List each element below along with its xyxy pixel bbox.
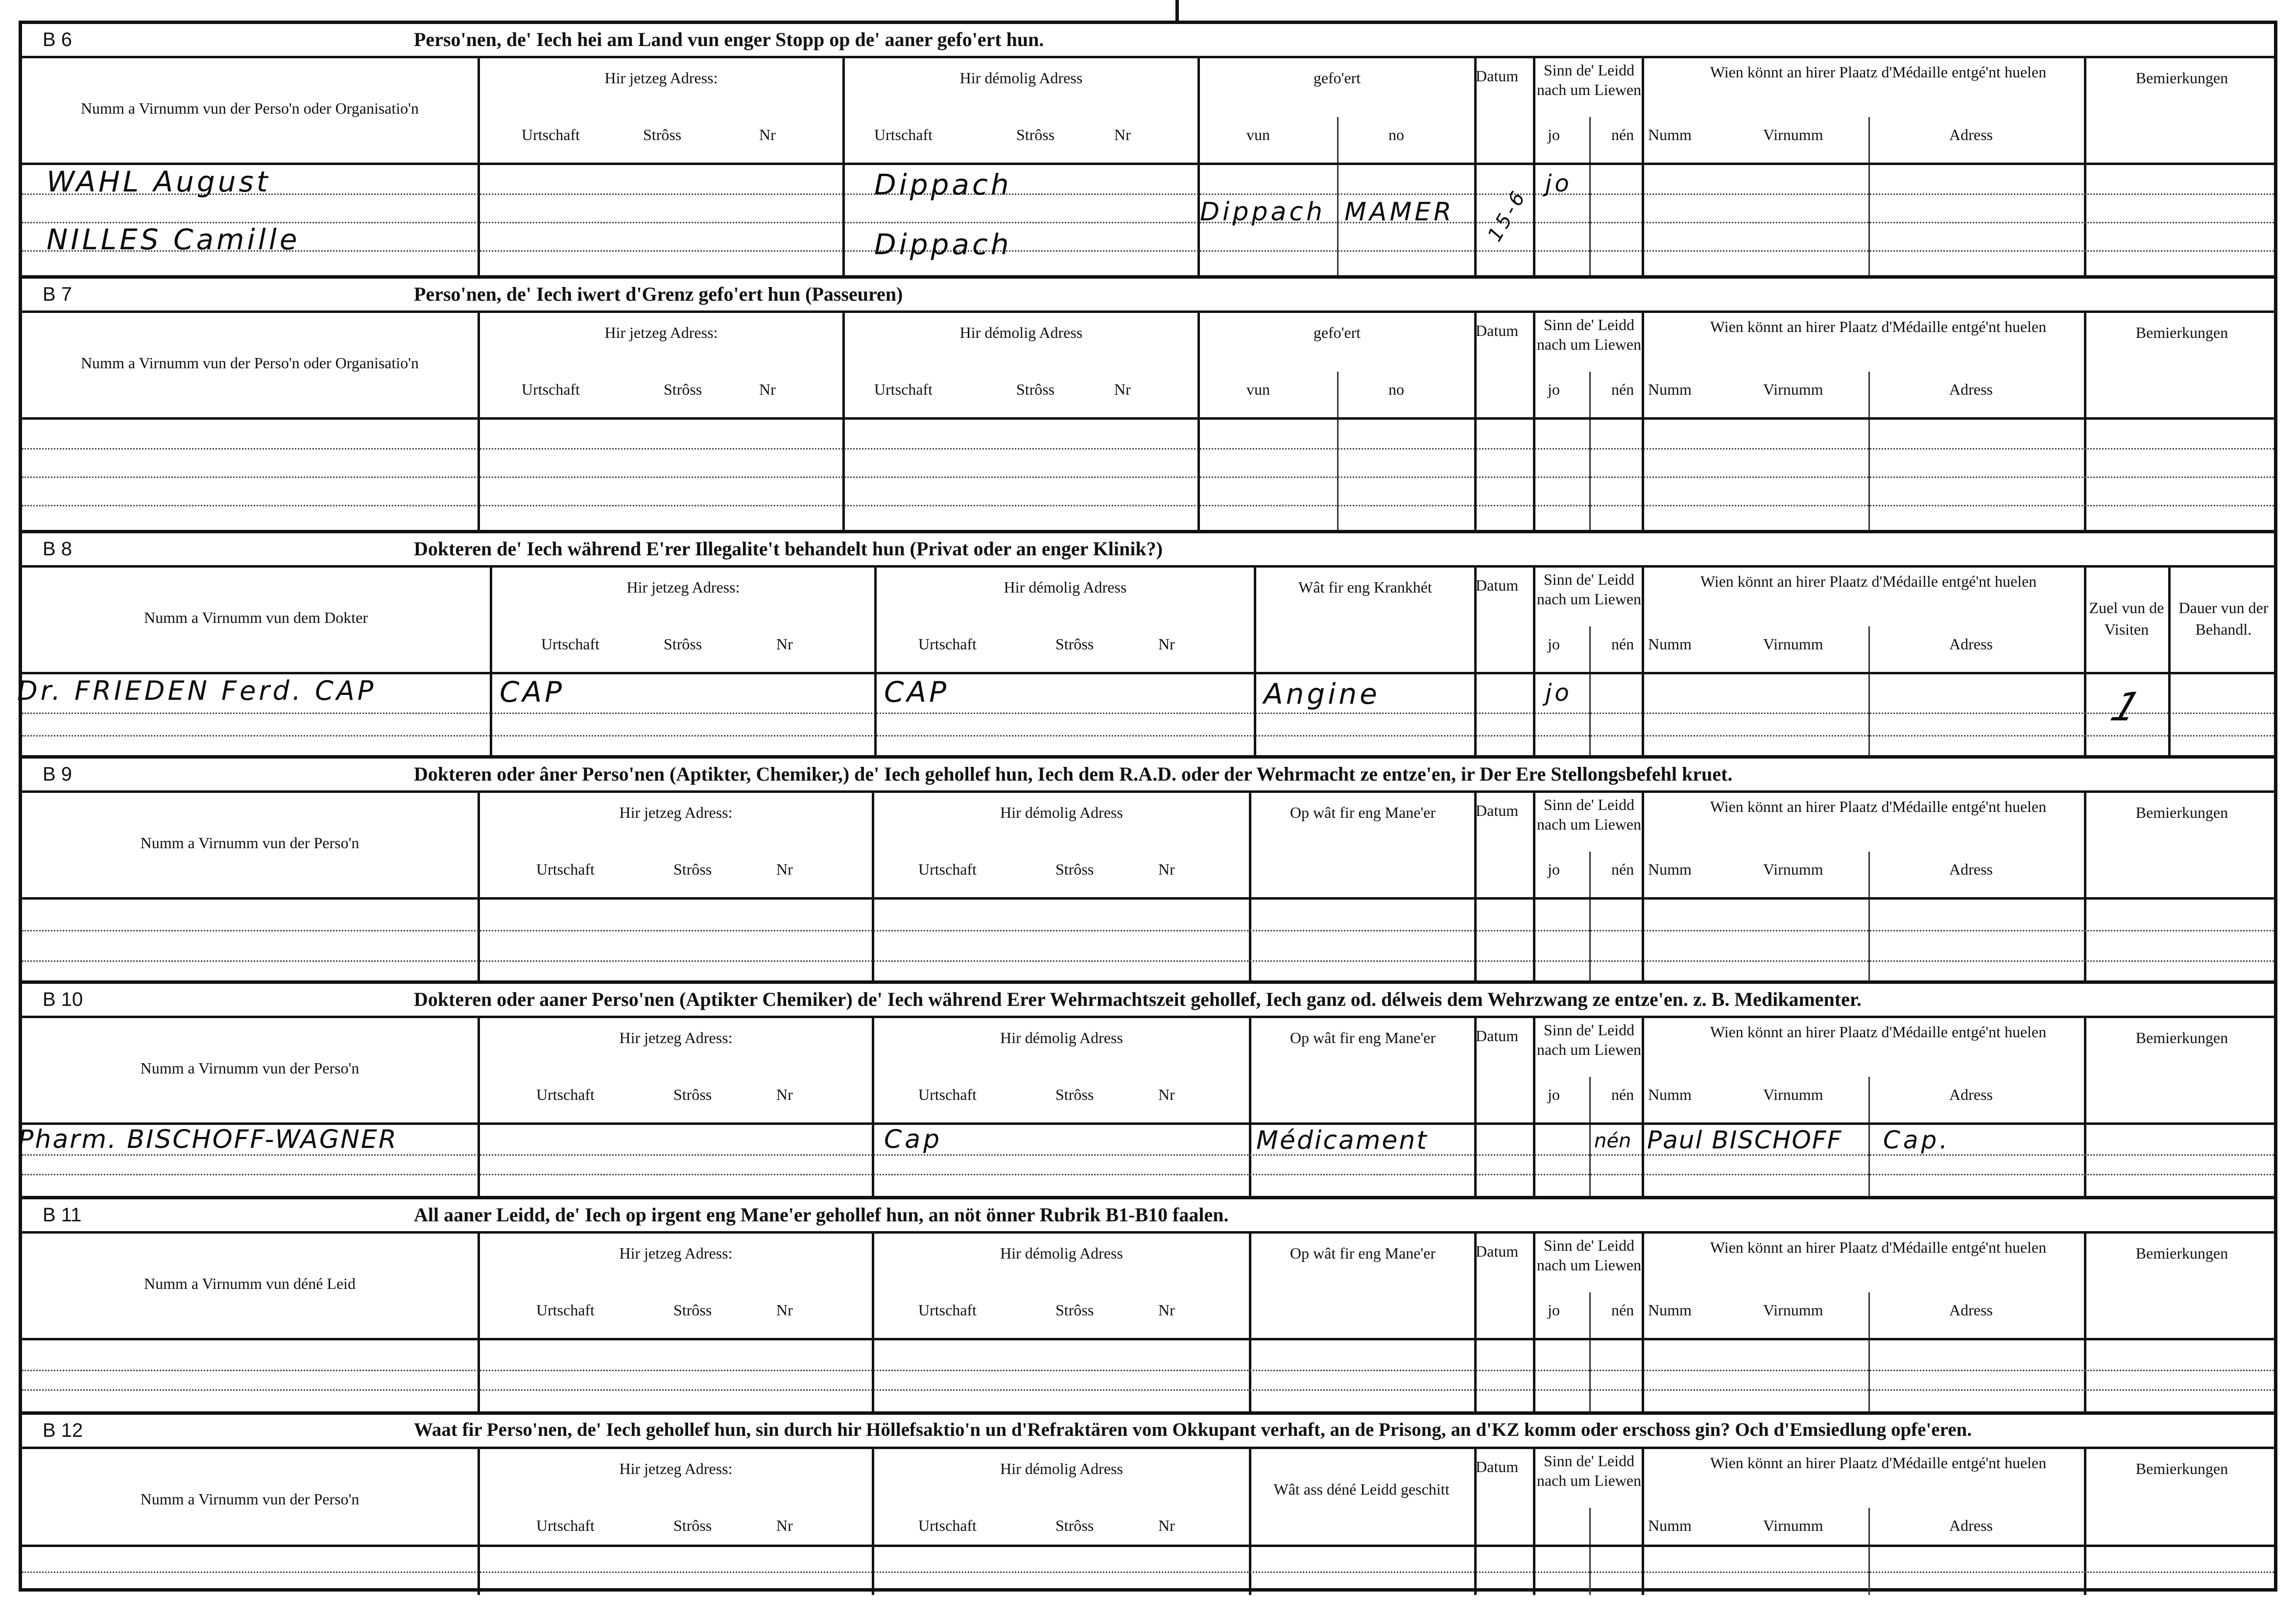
remarks-header: Bemierkungen bbox=[2135, 1029, 2228, 1047]
top-mark bbox=[1175, 0, 1179, 21]
to-label: no bbox=[1388, 381, 1404, 398]
section-title: Dokteren oder aaner Perso'nen (Aptikter Chemiker) de' Iech während Erer Wehrmachtszeit gehollef, Iech ganz od. délweis dem Wehrzwang ze entze'en. z. B. Medikamenter. bbox=[414, 988, 1862, 1010]
section-title: Perso'nen, de' Iech hei am Land vun enger Stopp op de' aaner gefo'ert hun. bbox=[414, 28, 1044, 50]
adress-label: Adress bbox=[1949, 126, 1993, 143]
remarks-header: Bemierkungen bbox=[2135, 69, 2228, 87]
from-label: vun bbox=[1246, 126, 1270, 143]
jo-label: jo bbox=[1548, 635, 1560, 653]
virnumm-label: Virnumm bbox=[1763, 635, 1823, 653]
name-header: Numm a Virnumm vun der Perso'n bbox=[140, 834, 359, 852]
table-row bbox=[22, 420, 2274, 450]
section-header bbox=[22, 759, 2274, 793]
virnumm-label: Virnumm bbox=[1763, 1517, 1823, 1534]
column-headers bbox=[22, 568, 2274, 674]
entry-name: NILLES Camille bbox=[47, 223, 300, 256]
entry-alive-no: nén bbox=[1594, 1130, 1631, 1152]
table-row bbox=[22, 1370, 2274, 1391]
current-address-header: Hir jetzeg Adress: bbox=[626, 578, 740, 596]
table-row bbox=[22, 476, 2274, 506]
nr-label: Nr bbox=[1158, 1086, 1175, 1103]
nr-label: Nr bbox=[759, 126, 776, 143]
stross-label: Strôss bbox=[643, 126, 682, 143]
table-row bbox=[22, 222, 2274, 252]
urtschaft-label: Urtschaft bbox=[522, 126, 580, 143]
remarks-header: Bemierkungen bbox=[2135, 324, 2228, 341]
current-address-header: Hir jetzeg Adress: bbox=[619, 804, 733, 821]
old-address-header: Hir démolig Adress bbox=[959, 69, 1083, 87]
section-header bbox=[22, 1415, 2274, 1449]
date-header: Datum bbox=[1476, 576, 1519, 594]
nr-label: Nr bbox=[1158, 1517, 1175, 1534]
section-title: Waat fir Perso'nen, de' Iech gehollef hun, sin durch hir Höllefsaktio'n un d'Refraktären vom Okkupant verhaft, an de Prisong, an d'KZ komm oder erschoss gin? Och d'Emsiedlung opfe'eren. bbox=[414, 1419, 1972, 1440]
section-code: B 9 bbox=[43, 763, 72, 785]
section-b8 bbox=[17, 533, 2274, 759]
column-headers bbox=[22, 793, 2274, 900]
virnumm-label: Virnumm bbox=[1763, 860, 1823, 878]
section-title: Perso'nen, de' Iech iwert d'Grenz gefo'ert hun (Passeuren) bbox=[414, 283, 903, 305]
nen-label: nén bbox=[1611, 1086, 1634, 1103]
date-header: Datum bbox=[1476, 1242, 1519, 1260]
section-b9 bbox=[22, 759, 2274, 984]
stross-label: Strôss bbox=[673, 1517, 712, 1534]
remarks-header: Bemierkungen bbox=[2135, 1460, 2228, 1477]
table-row bbox=[22, 1547, 2274, 1573]
nr-label: Nr bbox=[1158, 860, 1175, 878]
entry-rows bbox=[22, 1340, 2274, 1415]
urtschaft-label: Urtschaft bbox=[536, 1086, 595, 1103]
stross-label: Strôss bbox=[1055, 1301, 1094, 1319]
old-address-header: Hir démolig Adress bbox=[1000, 1460, 1123, 1477]
entry-old-place: Cap bbox=[884, 1125, 943, 1154]
nr-label: Nr bbox=[1114, 126, 1131, 143]
urtschaft-label: Urtschaft bbox=[522, 381, 580, 398]
section-header bbox=[22, 984, 2274, 1018]
entry-alive-yes: jo bbox=[1545, 679, 1572, 707]
virnumm-label: Virnumm bbox=[1763, 1086, 1823, 1103]
medal-header: Wien könnt an hirer Plaatz d'Médaille entgé'nt huelen bbox=[1710, 318, 2047, 335]
entry-rows bbox=[22, 165, 2274, 279]
urtschaft-label: Urtschaft bbox=[918, 1517, 977, 1534]
urtschaft-label: Urtschaft bbox=[918, 1086, 977, 1103]
nen-label: nén bbox=[1611, 126, 1634, 143]
section-header bbox=[22, 24, 2274, 58]
nr-label: Nr bbox=[759, 381, 776, 398]
urtschaft-label: Urtschaft bbox=[541, 635, 600, 653]
table-row bbox=[22, 193, 2274, 223]
section-header bbox=[22, 533, 2274, 568]
alive-header: Sinn de' Leidd nach um Liewen bbox=[1536, 61, 1642, 98]
adress-label: Adress bbox=[1949, 1086, 1993, 1103]
jo-label: jo bbox=[1548, 860, 1560, 878]
current-address-header: Hir jetzeg Adress: bbox=[604, 69, 718, 87]
name-header: Numm a Virnumm vun déné Leid bbox=[144, 1275, 356, 1292]
column-headers bbox=[22, 313, 2274, 420]
numm-label: Numm bbox=[1648, 126, 1692, 143]
alive-header: Sinn de' Leidd nach um Liewen bbox=[1536, 1237, 1642, 1274]
jo-label: jo bbox=[1548, 1301, 1560, 1319]
name-header: Numm a Virnumm vun der Perso'n bbox=[140, 1490, 359, 1508]
date-header: Datum bbox=[1476, 322, 1519, 339]
name-header: Numm a Virnumm vun der Perso'n bbox=[140, 1059, 359, 1077]
entry-rows bbox=[22, 1547, 2274, 1595]
entry-from: Dippach bbox=[1200, 197, 1325, 227]
entry-rows bbox=[22, 900, 2274, 984]
manner-header: Op wât fir eng Mane'er bbox=[1290, 1244, 1436, 1262]
name-header: Numm a Virnumm vun dem Dokter bbox=[144, 609, 368, 626]
medal-header: Wien könnt an hirer Plaatz d'Médaille entgé'nt huelen bbox=[1710, 63, 2047, 81]
numm-label: Numm bbox=[1648, 1517, 1692, 1534]
entry-medal-address: Cap. bbox=[1883, 1126, 1951, 1154]
entry-rows bbox=[18, 1125, 2274, 1199]
section-code: B 11 bbox=[43, 1204, 82, 1226]
current-address-header: Hir jetzeg Adress: bbox=[604, 324, 718, 341]
duration-header: Dauer vun der Behandl. bbox=[2178, 599, 2269, 638]
section-code: B 10 bbox=[43, 989, 83, 1010]
entry-name: WAHL August bbox=[47, 165, 271, 198]
stross-label: Strôss bbox=[1016, 126, 1055, 143]
section-header bbox=[22, 1199, 2274, 1234]
medal-header: Wien könnt an hirer Plaatz d'Médaille entgé'nt huelen bbox=[1700, 572, 2037, 590]
old-address-header: Hir démolig Adress bbox=[959, 324, 1083, 341]
date-header: Datum bbox=[1476, 802, 1519, 819]
urtschaft-label: Urtschaft bbox=[536, 860, 595, 878]
section-title: All aaner Leidd, de' Iech op irgent eng Mane'er gehollef hun, an nöt önner Rubrik B1-B10 faalen. bbox=[414, 1204, 1229, 1226]
jo-label: jo bbox=[1548, 1086, 1560, 1103]
outcome-header: Wât ass déné Leidd geschitt bbox=[1273, 1480, 1450, 1498]
from-label: vun bbox=[1246, 381, 1270, 398]
entry-rows bbox=[17, 674, 2274, 759]
stross-label: Strôss bbox=[1055, 1086, 1094, 1103]
adress-label: Adress bbox=[1949, 635, 1993, 653]
entry-illness: Angine bbox=[1264, 677, 1380, 711]
old-address-header: Hir démolig Adress bbox=[1000, 804, 1123, 821]
stross-label: Strôss bbox=[673, 860, 712, 878]
nr-label: Nr bbox=[1158, 1301, 1175, 1319]
stross-label: Strôss bbox=[673, 1086, 712, 1103]
entry-medal-name: Paul BISCHOFF bbox=[1647, 1126, 1842, 1154]
old-address-header: Hir démolig Adress bbox=[1000, 1244, 1123, 1262]
date-header: Datum bbox=[1476, 1458, 1519, 1476]
alive-header: Sinn de' Leidd nach um Liewen bbox=[1536, 571, 1642, 608]
to-label: no bbox=[1388, 126, 1404, 143]
medal-header: Wien könnt an hirer Plaatz d'Médaille entgé'nt huelen bbox=[1710, 1454, 2047, 1472]
table-row bbox=[22, 1340, 2274, 1371]
form-frame bbox=[19, 21, 2277, 1592]
section-b6 bbox=[22, 24, 2274, 279]
transport-header: gefo'ert bbox=[1313, 324, 1361, 341]
entry-visits: 1 bbox=[2105, 684, 2150, 730]
numm-label: Numm bbox=[1648, 1301, 1692, 1319]
urtschaft-label: Urtschaft bbox=[918, 860, 977, 878]
table-row bbox=[22, 713, 2274, 737]
nen-label: nén bbox=[1611, 635, 1634, 653]
name-header: Numm a Virnumm vun der Perso'n oder Organisatio'n bbox=[80, 99, 419, 117]
section-code: B 12 bbox=[43, 1420, 83, 1441]
stross-label: Strôss bbox=[1016, 381, 1055, 398]
nr-label: Nr bbox=[776, 635, 793, 653]
column-headers bbox=[22, 58, 2274, 165]
current-address-header: Hir jetzeg Adress: bbox=[619, 1460, 733, 1477]
entry-old-place: CAP bbox=[884, 675, 950, 709]
old-address-header: Hir démolig Adress bbox=[1004, 578, 1127, 596]
numm-label: Numm bbox=[1648, 1086, 1692, 1103]
illness-header: Wât fir eng Krankhét bbox=[1298, 578, 1432, 596]
entry-alive-yes: jo bbox=[1545, 170, 1572, 197]
table-row bbox=[22, 165, 2274, 195]
section-b7 bbox=[22, 279, 2274, 533]
old-address-header: Hir démolig Adress bbox=[1000, 1029, 1123, 1047]
section-title: Dokteren oder âner Perso'nen (Aptikter, Chemiker,) de' Iech gehollef hun, Iech dem R.A.D. oder der Wehrmacht ze entze'en, ir Der Ere Stellongsbefehl kruet. bbox=[414, 763, 1733, 785]
numm-label: Numm bbox=[1648, 381, 1692, 398]
urtschaft-label: Urtschaft bbox=[536, 1517, 595, 1534]
section-b11 bbox=[22, 1199, 2274, 1415]
nen-label: nén bbox=[1611, 381, 1634, 398]
section-b12 bbox=[22, 1415, 2274, 1595]
section-code: B 8 bbox=[43, 538, 72, 560]
alive-header: Sinn de' Leidd nach um Liewen bbox=[1536, 316, 1642, 353]
transport-header: gefo'ert bbox=[1313, 69, 1361, 87]
virnumm-label: Virnumm bbox=[1763, 126, 1823, 143]
section-header bbox=[22, 279, 2274, 313]
entry-old-place: Dippach bbox=[874, 168, 1012, 201]
adress-label: Adress bbox=[1949, 1517, 1993, 1534]
jo-label: jo bbox=[1548, 381, 1560, 398]
entry-name: Dr. FRIEDEN Ferd. CAP bbox=[17, 675, 377, 706]
stross-label: Strôss bbox=[673, 1301, 712, 1319]
entry-rows bbox=[22, 420, 2274, 533]
column-headers bbox=[22, 1018, 2274, 1125]
entry-to: MAMER bbox=[1344, 197, 1455, 227]
table-row bbox=[22, 1154, 2274, 1175]
stross-label: Strôss bbox=[1055, 1517, 1094, 1534]
section-title: Dokteren de' Iech während E'rer Illegalite't behandelt hun (Privat oder an enger Klinik?) bbox=[414, 538, 1163, 560]
section-code: B 6 bbox=[43, 29, 72, 50]
nen-label: nén bbox=[1611, 860, 1634, 878]
current-address-header: Hir jetzeg Adress: bbox=[619, 1029, 733, 1047]
urtschaft-label: Urtschaft bbox=[918, 1301, 977, 1319]
entry-manner: Médicament bbox=[1256, 1126, 1428, 1155]
medal-header: Wien könnt an hirer Plaatz d'Médaille entgé'nt huelen bbox=[1710, 1238, 2047, 1256]
numm-label: Numm bbox=[1648, 860, 1692, 878]
manner-header: Op wât fir eng Mane'er bbox=[1290, 1029, 1436, 1047]
nr-label: Nr bbox=[1158, 635, 1175, 653]
virnumm-label: Virnumm bbox=[1763, 381, 1823, 398]
urtschaft-label: Urtschaft bbox=[874, 381, 933, 398]
urtschaft-label: Urtschaft bbox=[874, 126, 933, 143]
alive-header: Sinn de' Leidd nach um Liewen bbox=[1536, 1452, 1642, 1489]
entry-name: Pharm. BISCHOFF-WAGNER bbox=[18, 1125, 398, 1154]
remarks-header: Bemierkungen bbox=[2135, 804, 2228, 821]
stross-label: Strôss bbox=[664, 635, 702, 653]
name-header: Numm a Virnumm vun der Perso'n oder Organisatio'n bbox=[80, 354, 419, 372]
entry-date: 15-6 bbox=[1483, 185, 1531, 246]
nr-label: Nr bbox=[776, 1086, 793, 1103]
nen-label: nén bbox=[1611, 1301, 1634, 1319]
stross-label: Strôss bbox=[664, 381, 702, 398]
urtschaft-label: Urtschaft bbox=[918, 635, 977, 653]
virnumm-label: Virnumm bbox=[1763, 1301, 1823, 1319]
section-b10 bbox=[18, 984, 2274, 1199]
entry-current-place: CAP bbox=[500, 675, 565, 709]
jo-label: jo bbox=[1548, 126, 1560, 143]
stross-label: Strôss bbox=[1055, 635, 1094, 653]
table-row bbox=[22, 900, 2274, 931]
nr-label: Nr bbox=[776, 1301, 793, 1319]
numm-label: Numm bbox=[1648, 635, 1692, 653]
medal-header: Wien könnt an hirer Plaatz d'Médaille entgé'nt huelen bbox=[1710, 798, 2047, 815]
adress-label: Adress bbox=[1949, 860, 1993, 878]
nr-label: Nr bbox=[776, 860, 793, 878]
stross-label: Strôss bbox=[1055, 860, 1094, 878]
date-header: Datum bbox=[1476, 1027, 1519, 1045]
column-headers bbox=[22, 1234, 2274, 1340]
table-row bbox=[22, 930, 2274, 962]
entry-old-place: Dippach bbox=[874, 228, 1012, 261]
urtschaft-label: Urtschaft bbox=[536, 1301, 595, 1319]
adress-label: Adress bbox=[1949, 381, 1993, 398]
remarks-header: Bemierkungen bbox=[2135, 1244, 2228, 1262]
table-row bbox=[22, 448, 2274, 478]
nr-label: Nr bbox=[776, 1517, 793, 1534]
section-code: B 7 bbox=[43, 284, 72, 305]
current-address-header: Hir jetzeg Adress: bbox=[619, 1244, 733, 1262]
alive-header: Sinn de' Leidd nach um Liewen bbox=[1536, 796, 1642, 833]
manner-header: Op wât fir eng Mane'er bbox=[1290, 804, 1436, 821]
visits-header: Zuel vun de Visiten bbox=[2089, 599, 2164, 638]
nr-label: Nr bbox=[1114, 381, 1131, 398]
column-headers bbox=[22, 1449, 2274, 1547]
alive-header: Sinn de' Leidd nach um Liewen bbox=[1536, 1021, 1642, 1058]
date-header: Datum bbox=[1476, 67, 1519, 85]
medal-header: Wien könnt an hirer Plaatz d'Médaille entgé'nt huelen bbox=[1710, 1023, 2047, 1041]
adress-label: Adress bbox=[1949, 1301, 1993, 1319]
